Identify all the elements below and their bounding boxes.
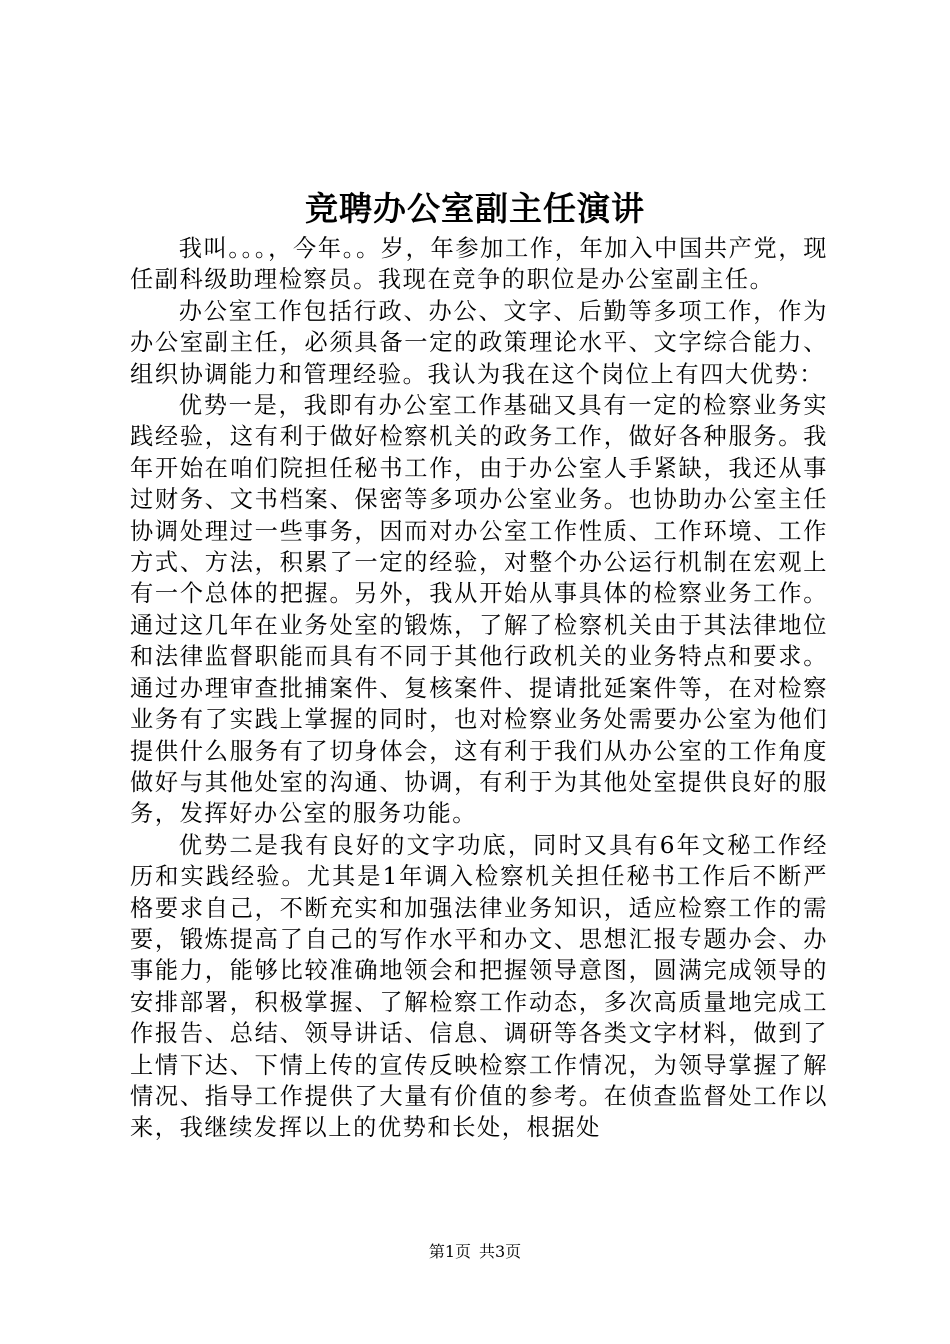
page-footer [0, 1240, 950, 1264]
page-number: 第1页 [428, 1242, 471, 1261]
document-title: 竞聘办公室副主任演讲 [305, 189, 645, 228]
paragraph-intro: 我叫。。。，今年。。岁，年参加工作，年加入中国共产党，现任副科级助理检察员。我现在竞争的职位是办公室副主任。 [130, 235, 828, 294]
document-body [130, 233, 828, 1144]
page-total: 共3页 [479, 1242, 522, 1261]
paragraph-office-work: 办公室工作包括行政、办公、文字、后勤等多项工作，作为办公室副主任，必须具备一定的政策理论水平、文字综合能力、组织协调能力和管理经验。我认为我在这个岗位上有四大优势： [130, 297, 828, 388]
paragraph-advantage-one: 优势一是，我即有办公室工作基础又具有一定的检察业务实践经验，这有利于做好检察机关的政务工作，做好各种服务。我年开始在咱们院担任秘书工作，由于办公室人手紧缺，我还从事过财务、文书档案、保密等多项办公室业务。也协助办公室主任协调处理过一些事务，因而对办公室工作性质、工作环境、工作方式、方法，积累了一定的经验，对整个办公运行机制在宏观上有一个总体的把握。另外，我从开始从事具体的检察业务工作。通过这几年在业务处室的锻炼，了解了检察机关由于其法律地位和法律监督职能而具有不同于其他行政机关的业务特点和要求。通过办理审查批捕案件、复核案件、提请批延案件等，在对检察业务有了实践上掌握的同时，也对检察业务处需要办公室为他们提供什么服务有了切身体会，这有利于我们从办公室的工作角度做好与其他处室的沟通、协调，有利于为其他处室提供良好的服务，发挥好办公室的服务功能。 [130, 392, 828, 828]
paragraph-advantage-two: 优势二是我有良好的文字功底，同时又具有6年文秘工作经历和实践经验。尤其是1年调入检察机关担任秘书工作后不断严格要求自己，不断充实和加强法律业务知识，适应检察工作的需要，锻炼提高了自己的写作水平和办文、思想汇报专题办会、办事能力，能够比较准确地领会和把握领导意图，圆满完成领导的安排部署，积极掌握、了解检察工作动态，多次高质量地完成工作报告、总结、领导讲话、信息、调研等各类文字材料，做到了上情下达、下情上传的宣传反映检察工作情况，为领导掌握了解情况、指导工作提供了大量有价值的参考。在侦查监督处工作以来，我继续发挥以上的优势和长处，根据处 [130, 831, 828, 1142]
